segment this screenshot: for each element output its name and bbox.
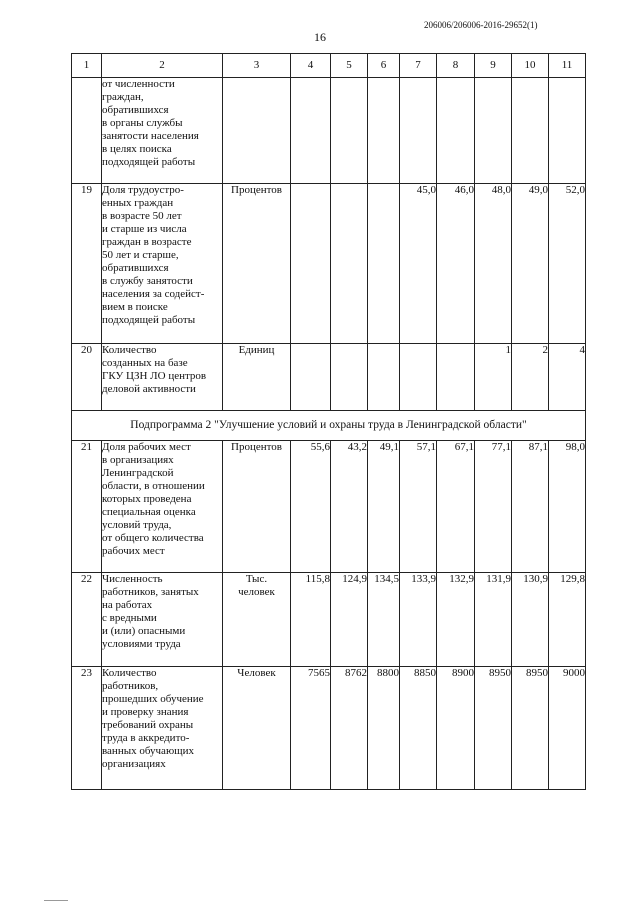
value-cell: 7565 [291,667,331,790]
page-number: 16 [314,30,326,44]
column-header: 10 [512,54,549,78]
row-number: 23 [72,667,102,790]
value-cell: 130,9 [512,573,549,667]
indicator-name: Количество работников, прошедших обучение и проверку знания требований охраны труда в аккредито- ванных обучающих организациях [102,667,223,790]
unit-cell [223,78,291,184]
value-cell [437,344,475,411]
column-header: 6 [368,54,400,78]
column-header: 7 [400,54,437,78]
value-cell: 43,2 [331,441,368,573]
value-cell: 8762 [331,667,368,790]
row-number [72,78,102,184]
value-cell: 1 [475,344,512,411]
value-cell [400,344,437,411]
value-cell: 57,1 [400,441,437,573]
value-cell: 8950 [475,667,512,790]
value-cell [549,78,586,184]
value-cell: 4 [549,344,586,411]
value-cell: 8800 [368,667,400,790]
value-cell: 134,5 [368,573,400,667]
value-cell: 2 [512,344,549,411]
value-cell: 55,6 [291,441,331,573]
column-header: 9 [475,54,512,78]
value-cell: 129,8 [549,573,586,667]
value-cell [437,78,475,184]
value-cell: 131,9 [475,573,512,667]
value-cell: 8850 [400,667,437,790]
table-row [72,184,586,344]
table-row [72,78,586,184]
value-cell [512,78,549,184]
row-number: 19 [72,184,102,344]
table-row [72,573,586,667]
indicators-table [71,53,586,790]
value-cell: 9000 [549,667,586,790]
column-header: 3 [223,54,291,78]
value-cell [291,78,331,184]
column-header: 4 [291,54,331,78]
column-header: 1 [72,54,102,78]
value-cell [291,344,331,411]
column-header: 2 [102,54,223,78]
subprogram-title: Подпрограмма 2 "Улучшение условий и охраны труда в Ленинградской области" [72,411,586,441]
value-cell [368,78,400,184]
table-row [72,667,586,790]
subprogram-row [72,411,586,441]
scan-edge-mark [44,900,68,901]
row-number: 22 [72,573,102,667]
value-cell: 87,1 [512,441,549,573]
column-header: 11 [549,54,586,78]
value-cell [368,344,400,411]
row-number: 21 [72,441,102,573]
document-id: 206006/206006-2016-29652(1) [424,20,538,30]
value-cell: 132,9 [437,573,475,667]
value-cell [331,184,368,344]
value-cell: 115,8 [291,573,331,667]
indicator-name: Доля рабочих мест в организациях Ленинградской области, в отношении которых проведена специальная оценка условий труда, от общего количества рабочих мест [102,441,223,573]
value-cell: 49,0 [512,184,549,344]
value-cell [400,78,437,184]
value-cell: 98,0 [549,441,586,573]
column-header: 8 [437,54,475,78]
value-cell: 49,1 [368,441,400,573]
value-cell: 8950 [512,667,549,790]
unit-cell: Процентов [223,441,291,573]
value-cell: 48,0 [475,184,512,344]
indicator-name: Количество созданных на базе ГКУ ЦЗН ЛО центров деловой активности [102,344,223,411]
unit-cell: Человек [223,667,291,790]
unit-cell: Процентов [223,184,291,344]
indicator-name: Доля трудоустро- енных граждан в возрасте 50 лет и старше из числа граждан в возрасте 50 лет и старше, обратившихся в службу занятости населения за содейст- вием в поиске подходящей работы [102,184,223,344]
unit-cell: Тыс. человек [223,573,291,667]
value-cell [331,78,368,184]
value-cell: 8900 [437,667,475,790]
value-cell: 45,0 [400,184,437,344]
row-number: 20 [72,344,102,411]
value-cell [368,184,400,344]
unit-cell: Единиц [223,344,291,411]
value-cell [475,78,512,184]
value-cell: 77,1 [475,441,512,573]
indicator-name: Численность работников, занятых на работах с вредными и (или) опасными условиями труда [102,573,223,667]
table-header-row [72,54,586,78]
value-cell: 46,0 [437,184,475,344]
table-row [72,344,586,411]
table-row [72,441,586,573]
value-cell [331,344,368,411]
value-cell [291,184,331,344]
value-cell: 124,9 [331,573,368,667]
value-cell: 133,9 [400,573,437,667]
value-cell: 52,0 [549,184,586,344]
value-cell: 67,1 [437,441,475,573]
indicator-name: от численности граждан, обратившихся в органы службы занятости населения в целях поиска подходящей работы [102,78,223,184]
column-header: 5 [331,54,368,78]
